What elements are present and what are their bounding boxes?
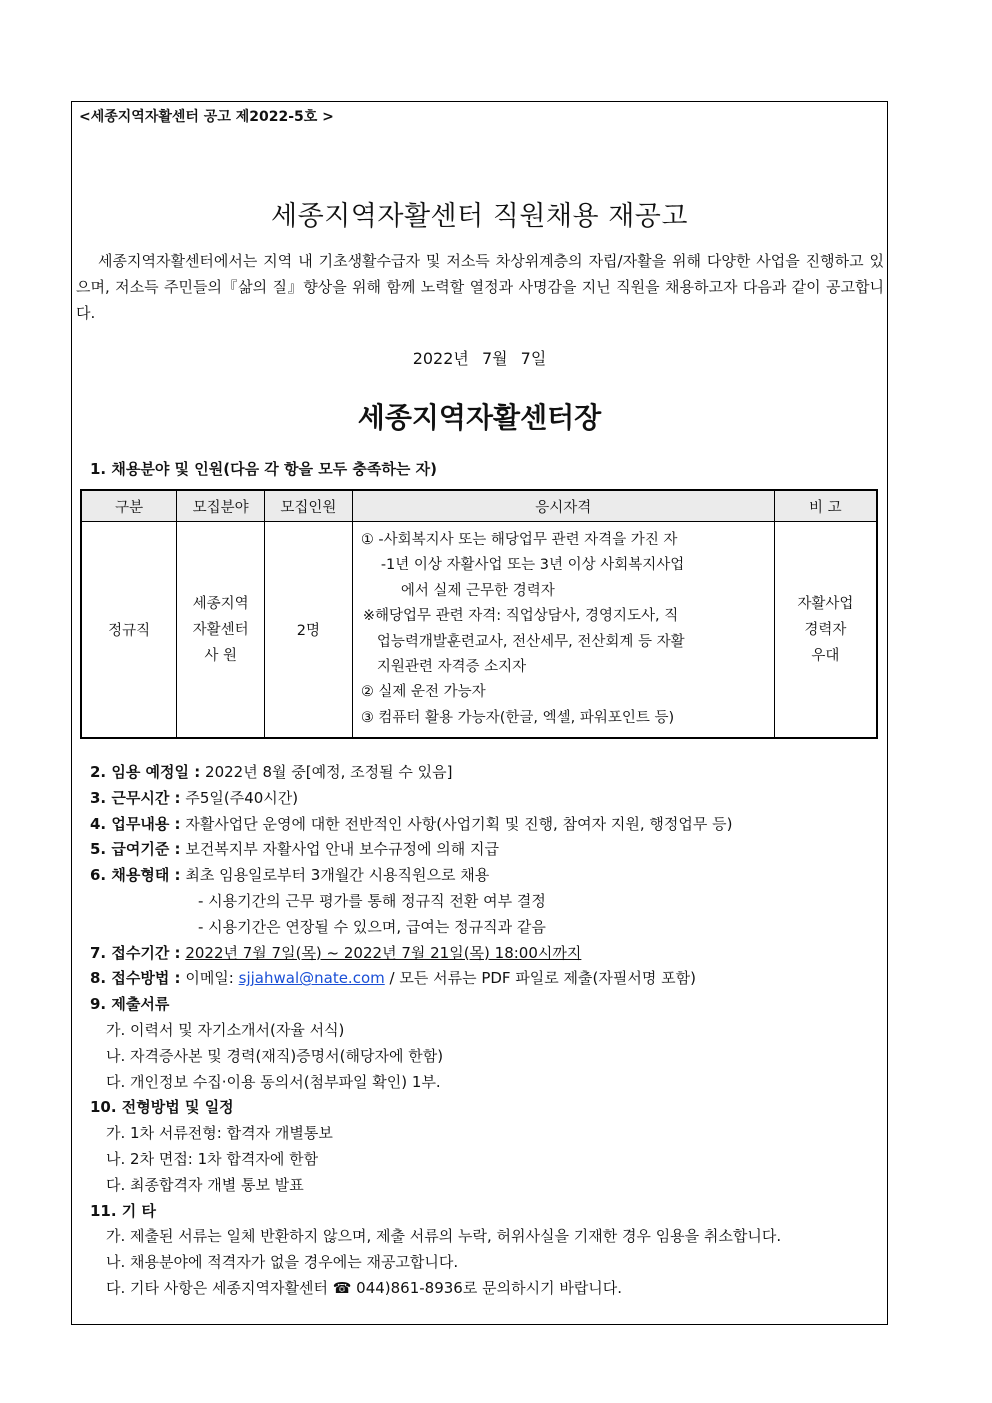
item-documents-title: 9. 제출서류	[90, 995, 170, 1014]
item-value: 2022년 7월 7일(목) ~ 2022년 7월 21일(목) 18:00시까지	[185, 943, 582, 962]
item-value: 자활사업단 운영에 대한 전반적인 사항(사업기획 및 진행, 참여자 지원, 행정업무 등)	[185, 814, 733, 833]
item-label: 3. 근무시간 :	[90, 788, 181, 807]
item-label: 2. 임용 예정일 :	[90, 763, 201, 781]
header-field: 모집분야	[177, 490, 265, 522]
qual-line: -1년 이상 자활사업 또는 3년 이상 사회복지사업	[380, 557, 685, 574]
cell-qualification	[352, 522, 774, 739]
item-label: 8. 접수방법 :	[90, 969, 181, 988]
item-value: 주5일(주40시간)	[185, 788, 299, 807]
note-line: 경력자	[804, 621, 847, 638]
signature: 세종지역자활센터장	[357, 401, 602, 434]
item-value: 최초 임용일로부터 3개월간 시용직원으로 채용	[185, 866, 490, 885]
qual-line: 업능력개발훈련교사, 전산세무, 전산회계 등 자활	[376, 633, 685, 650]
item-application-period	[90, 941, 880, 967]
item-duties	[90, 812, 880, 838]
cell-count: 2명	[265, 522, 353, 739]
cell-note	[774, 522, 877, 739]
list-item: 나. 채용분야에 적격자가 없을 경우에는 재공고합니다.	[106, 1253, 459, 1272]
item-other-title: 11. 기 타	[90, 1201, 156, 1220]
table-header-row	[81, 490, 877, 522]
item-salary	[90, 837, 880, 863]
item-work-hours	[90, 786, 880, 812]
item-value: 2022년 8월 중[예정, 조정될 수 있음]	[205, 763, 453, 781]
field-line: 세종지역	[192, 595, 249, 612]
header-note: 비 고	[774, 490, 877, 522]
list-item: 나. 자격증사본 및 경력(재직)증명서(해당자에 한함)	[106, 1046, 444, 1065]
item-application-method	[90, 966, 880, 992]
item-employment-type	[90, 863, 880, 889]
notice-number: <세종지역자활센터 공고 제2022-5호 >	[79, 109, 334, 125]
item-label: 4. 업무내용 :	[90, 814, 181, 833]
item-label: 7. 접수기간 :	[90, 943, 181, 962]
item-sub: - 시용기간의 근무 평가를 통해 정규직 전환 여부 결정	[198, 891, 546, 910]
qual-line: ③ 컴퓨터 활용 가능자(한글, 엑셀, 파워포인트 등)	[360, 709, 675, 726]
recruit-table	[80, 489, 878, 739]
section-1-title: 1. 채용분야 및 인원(다음 각 항을 모두 충족하는 자)	[90, 460, 437, 478]
field-line: 사 원	[204, 647, 237, 664]
qual-line: 지원관련 자격증 소지자	[376, 659, 527, 676]
note-line: 우대	[811, 647, 840, 664]
header-count: 모집인원	[265, 490, 353, 522]
table-row	[81, 522, 877, 739]
list-item: 나. 2차 면접: 1차 합격자에 한함	[106, 1149, 319, 1168]
field-line: 자활센터	[192, 621, 249, 638]
item-label: 5. 급여기준 :	[90, 840, 181, 859]
note-line: 자활사업	[797, 595, 854, 612]
item-selection-title: 10. 전형방법 및 일정	[90, 1098, 234, 1117]
email-link[interactable]: sjjahwal@nate.com	[238, 969, 385, 988]
qual-line: ① -사회복지사 또는 해당업무 관련 자격을 가진 자	[360, 532, 678, 548]
cell-field	[177, 522, 265, 739]
list-item: 가. 제출된 서류는 일체 반환하지 않으며, 제출 서류의 누락, 허위사실을 기재한 경우 임용을 취소합니다.	[106, 1227, 782, 1246]
item-start-date	[90, 760, 880, 786]
list-item: 다. 개인정보 수집·이용 동의서(첨부파일 확인) 1부.	[106, 1072, 441, 1091]
list-item: 가. 이력서 및 자기소개서(자율 서식)	[106, 1020, 345, 1039]
item-label: 6. 채용형태 :	[90, 866, 181, 885]
page-title: 세종지역자활센터 직원채용 재공고	[271, 201, 688, 232]
notice-frame	[71, 101, 888, 1325]
qual-line: ※해당업무 관련 자격: 직업상담사, 경영지도사, 직	[362, 608, 679, 625]
intro-text: 세종지역자활센터에서는 지역 내 기초생활수급자 및 저소득 차상위계층의 자립/자활을 위해 다양한 사업을 진행하고 있으며, 저소득 주민들의『삶의 질』향상을 위해 함께 노력할 열정과 사명감을 지닌 직원을 채용하고자 다음과 같이 공고합니다.	[76, 252, 884, 322]
list-item: 다. 최종합격자 개별 통보 발표	[106, 1175, 304, 1194]
header-type: 구분	[81, 490, 177, 522]
item-sub: - 시용기간은 연장될 수 있으며, 급여는 정규직과 같음	[198, 917, 546, 936]
cell-type: 정규직	[81, 522, 177, 739]
details-list	[90, 760, 880, 1302]
item-value: / 모든 서류는 PDF 파일로 제출(자필서명 포함)	[389, 969, 696, 988]
list-item: 다. 기타 사항은 세종지역자활센터 ☎ 044)861-8936로 문의하시기 바랍니다.	[106, 1278, 623, 1297]
intro-paragraph	[76, 248, 884, 326]
qual-line: 에서 실제 근무한 경력자	[400, 582, 555, 599]
announcement-date: 2022년 7월 7일	[412, 349, 547, 368]
header-qualification: 응시자격	[352, 490, 774, 522]
item-value: 이메일:	[185, 969, 234, 988]
item-value: 보건복지부 자활사업 안내 보수규정에 의해 지급	[185, 840, 499, 859]
qual-line: ② 실제 운전 가능자	[360, 684, 486, 701]
list-item: 가. 1차 서류전형: 합격자 개별통보	[106, 1124, 333, 1143]
